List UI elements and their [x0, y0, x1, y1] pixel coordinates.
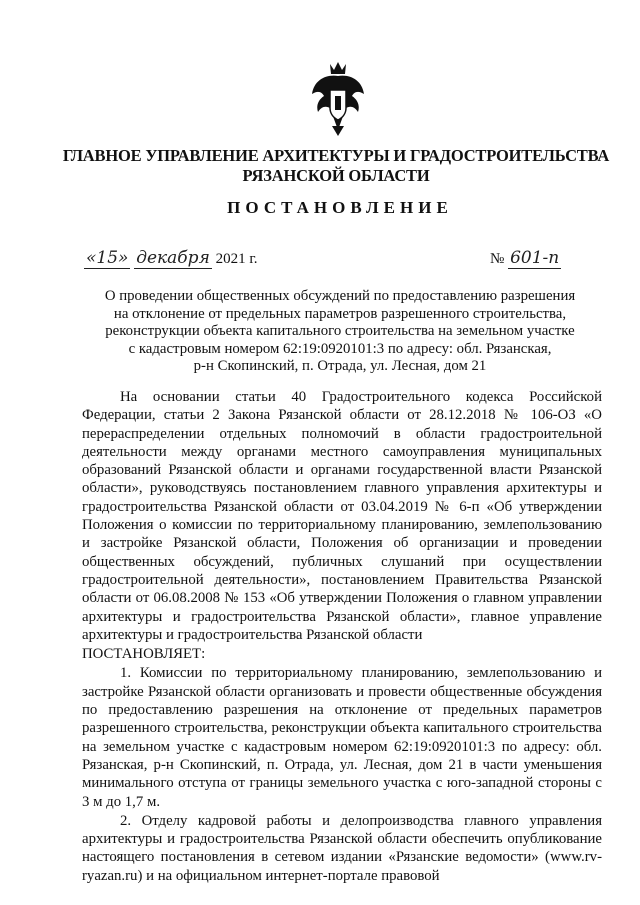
- document-subject: [70, 288, 610, 376]
- number-prefix: №: [490, 251, 505, 267]
- subject-line: с кадастровым номером 62:19:0920101:3 по адресу: обл. Рязанская,: [128, 340, 552, 357]
- date-year: 2021 г.: [215, 251, 258, 267]
- date-month: декабря: [136, 248, 210, 268]
- subject-line: р-н Скопинский, п. Отрада, ул. Лесная, дом 21: [193, 358, 487, 375]
- resolves-heading: ПОСТАНОВЛЯЕТ:: [82, 646, 206, 663]
- organization-name: [40, 146, 632, 186]
- preamble-paragraph: На основании статьи 40 Градостроительного кодекса Российской Федерации, статьи 2 Закона Рязанской области от 28.12.2018 № 106-ОЗ «О перераспределении отдельных полномочий в области градостроительной деятельности между органами местного самоуправления муниципальных образований Рязанской области и органами государственной власти Рязанской области», руководствуясь постановлением главного управления архитектуры и градостроительства Рязанской области от 03.04.2019 № 6-п «Об утверждении Положения о комиссии по территориальному планированию, землепользованию и застройке Рязанской области, Положения об организации и проведении общественных обсуждений, публичных слушаний при осуществлении градостроительной деятельности», постановлением Правительства Рязанской области от 06.08.2008 № 153 «Об утверждении Положения о главном управлении архитектуры и градостроительства Рязанской области», главное управление архитектуры и градостроительства Рязанской области: [82, 389, 602, 643]
- date-day: «15»: [86, 248, 129, 268]
- item-1-paragraph: 1. Комиссии по территориальному планированию, землепользованию и застройке Рязанской области организовать и провести общественные обсуждения по предоставлению разрешения на отклонение от предельных параметров разрешенного строительства, реконструкции объекта капитального строительства на земельном участке с кадастровым номером 62:19:0920101:3 по адресу: обл. Рязанская, р-н Скопинский, п. Отрада, ул. Лесная, дом 21 в части уменьшения минимального отступа от границы земельного участка с юго-западной стороны с 3 м до 1,7 м.: [82, 665, 602, 810]
- subject-line: реконструкции объекта капитального строительства на земельном участке: [105, 323, 575, 340]
- item-2-paragraph: 2. Отделу кадровой работы и делопроизводства главного управления архитектуры и градостроительства Рязанской области обеспечить опубликование настоящего постановления в сетевом издании «Рязанские ведомости» (www.rv-ryazan.ru) и на официальном интернет-портале правовой: [82, 812, 602, 884]
- org-line-2: РЯЗАНСКОЙ ОБЛАСТИ: [242, 166, 430, 185]
- number-value: 601-п: [510, 248, 560, 268]
- subject-line: на отклонение от предельных параметров разрешенного строительства,: [113, 305, 567, 322]
- coat-of-arms-icon: [308, 60, 368, 140]
- document-number: [490, 248, 561, 268]
- document-type: ПОСТАНОВЛЕНИЕ: [227, 198, 453, 217]
- document-body: [82, 388, 602, 886]
- org-line-1: ГЛАВНОЕ УПРАВЛЕНИЕ АРХИТЕКТУРЫ И ГРАДОСТРОИТЕЛЬСТВА: [62, 146, 610, 165]
- document-date: [84, 248, 258, 268]
- subject-line: О проведении общественных обсуждений по предоставлению разрешения: [104, 288, 576, 304]
